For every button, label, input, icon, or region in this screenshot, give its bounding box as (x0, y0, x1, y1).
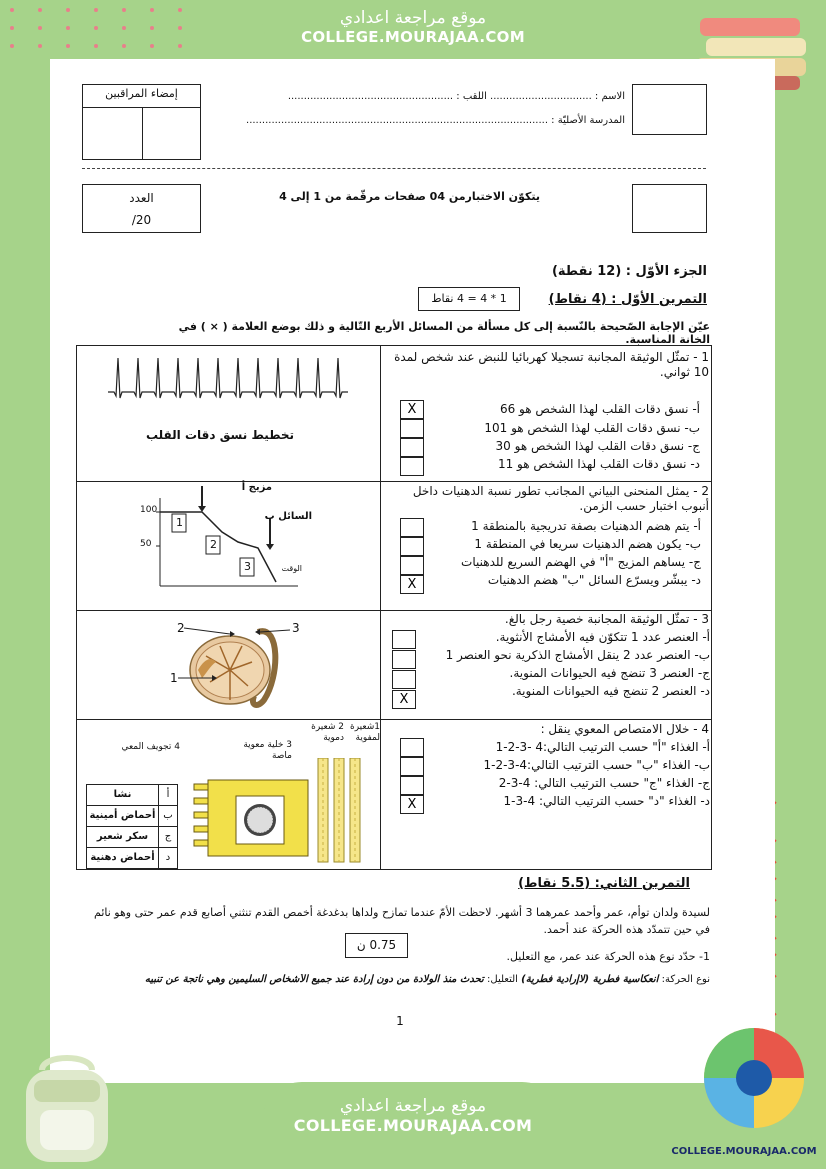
food-row (86, 784, 178, 806)
q1-option-d: د- نسق دقات القلب لهذا الشخص هو 11 (497, 457, 700, 471)
ex1-points: 1 * 4 = 4 نقاط (431, 292, 507, 305)
ex2-answer[interactable] (110, 974, 710, 985)
food-name: سكر شعير (87, 827, 159, 847)
food-row (86, 848, 178, 869)
q4-checkbox-c[interactable] (400, 776, 424, 795)
site-logo-icon (692, 1022, 818, 1142)
q2-label-b: السائل ب (264, 511, 312, 522)
ex1-instruction: عيّن الإجابة الصّحيحة بالنّسبة إلى كل مسألة من المسائل الأربع التّالية و ذلك بوضع العلامة ( × ) في الخانة المناسبة. (178, 320, 710, 346)
logo-caption[interactable]: COLLEGE.MOURAJAA.COM (671, 1146, 817, 1157)
q3-checkbox-d[interactable]: X (392, 690, 416, 709)
code-box[interactable] (632, 184, 707, 233)
q1-checkbox-d[interactable] (400, 457, 424, 476)
food-name: نشا (87, 785, 159, 805)
ex2-title: التمرين الثاني: (5.5 نقاط) (518, 876, 690, 891)
q2-zone-2: 2 (210, 538, 217, 551)
q2-option-d: د- يبشّر ويسرّع السائل "ب" هضم الدهنيات (487, 573, 701, 587)
q2-checkbox-c[interactable] (400, 556, 424, 575)
grade-box (82, 184, 201, 233)
name-line[interactable]: الاسم : ................................ اللقب : .................................................... (287, 91, 625, 102)
q1-option-a: أ- نسق دقات القلب لهذا الشخص هو 66 (499, 402, 700, 416)
q4-checkbox-a[interactable] (400, 738, 424, 757)
cut-line (82, 168, 706, 169)
answer-justify-label: التعليل: (487, 974, 518, 985)
grade-label: العدد (129, 191, 154, 205)
q2-label-a: مزيج أ (241, 482, 272, 493)
q1-stem: 1 - تمثّل الوثيقة المجانبة تسجيلا كهربائيا للنبض عند شخص لمدة 10 ثواني. (394, 350, 709, 379)
supervisors-box (82, 84, 201, 160)
school-line[interactable]: المدرسة الأصليّة : ............................................................................................... (246, 115, 625, 126)
pages-note: يتكوّن الاختبارمن 04 صفحات مرقّمة من 1 إلى 4 (279, 190, 540, 203)
q2-checkbox-a[interactable] (400, 518, 424, 537)
site-name-ar: موقع مراجعة اعدادي (339, 1096, 487, 1116)
q4-option-b: ب- الغذاء "ب" حسب الترتيب التالي:4-3-2-1 (483, 758, 710, 772)
q4-checkbox-b[interactable] (400, 757, 424, 776)
q1-option-b: ب- نسق دقات القلب لهذا الشخص هو 101 (484, 421, 700, 435)
answer-prefix: نوع الحركة: (661, 974, 710, 985)
q3-checkbox-a[interactable] (392, 630, 416, 649)
top-brand[interactable] (301, 8, 525, 46)
q1-checkbox-b[interactable] (400, 419, 424, 438)
ex2-points: 0.75 ن (356, 938, 397, 952)
ex2-text: لسيدة ولدان توأم، عمر وأحمد عمرهما 3 أشهر. لاحظت الأمّ عندما تمازح ولداها بدغدغة أخمص القدم تنثني أصابع قدم عمر حتى وهو نائم في حين تتمدّد هذه الحركة عند أحمد. (94, 906, 710, 936)
site-url[interactable]: COLLEGE.MOURAJAA.COM (293, 1116, 533, 1135)
grade-value: /20 (131, 213, 152, 227)
q1-checkbox-c[interactable] (400, 438, 424, 457)
food-table (86, 784, 178, 869)
q3-checkbox-c[interactable] (392, 670, 416, 689)
q2-zone-3: 3 (244, 560, 251, 573)
food-name: أحماض دهنية (87, 848, 159, 868)
page-number: 1 (396, 1014, 404, 1028)
food-letter: ب (163, 810, 173, 821)
bottom-brand[interactable] (294, 1096, 532, 1135)
q2-xlabel: الوقت (281, 564, 302, 573)
q4-option-a: أ- الغذاء "أ" حسب الترتيب التالي:4 -3-2-1 (495, 740, 710, 754)
ex1-points-box (418, 287, 520, 311)
q4-label-blood: 2 شعيرة دموية (311, 722, 344, 743)
site-url[interactable]: COLLEGE.MOURAJAA.COM (301, 28, 525, 46)
q3-option-d: د- العنصر 2 تنضج فيه الحيوانات المنوية. (511, 684, 710, 698)
q3-label-1: 1 (170, 671, 178, 685)
food-row (86, 827, 178, 848)
q2-zone-1: 1 (176, 516, 183, 529)
ex2-q1: 1- حدّد نوع هذه الحركة عند عمر، مع التعليل. (506, 950, 710, 963)
food-letter: أ (166, 789, 170, 800)
q2-checkbox-b[interactable] (400, 537, 424, 556)
q2-y100: 100 (140, 505, 158, 515)
q1-checkbox-a[interactable]: X (400, 400, 424, 419)
ex1-title: التمرين الأوّل : (4 نقاط) (548, 292, 707, 307)
q4-label-cell: 3 خلية معوية ماصة (243, 740, 292, 761)
q3-label-2: 2 (177, 621, 185, 635)
q2-checkbox-d[interactable]: X (400, 575, 424, 594)
q2-stem: 2 - يمثل المنحنى البياني المجانب تطور نسبة الدهنيات داخل أنبوب اختبار حسب الزمن. (412, 484, 709, 513)
answer-justify: تحدث منذ الولادة من دون إرادة عند جميع الأشخاص السليمين وهي ناتجة عن تنبيه (144, 974, 484, 985)
q4-checkbox-d[interactable]: X (400, 795, 424, 814)
q4-label-lymph: 1شعيرة لمفوية (349, 722, 380, 743)
q2-option-a: أ- يتم هضم الدهنيات بصفة تدريجية بالمنطقة 1 (471, 519, 701, 533)
q4-label-lumen: 4 تجويف المعي (121, 742, 180, 752)
q1-figure-caption: تخطيط نسق دقات القلب (145, 428, 295, 442)
ecg-trace (108, 352, 348, 412)
food-name: أحماض أمينية (87, 806, 159, 826)
q1-option-c: ج- نسق دقات القلب لهذا الشخص هو 30 (495, 439, 700, 453)
answer-type: انعكاسية فطرية (لاإرادية فطرية) (521, 974, 659, 985)
food-letter: د (165, 852, 171, 863)
q2-option-c: ج- يساهم المزيج "أ" في الهضم السريع للدهنيات (461, 555, 701, 569)
backpack-icon (12, 1050, 122, 1165)
part1-title: الجزء الأوّل : (12 نقطة) (551, 264, 707, 279)
site-name-ar: موقع مراجعة اعدادي (339, 8, 487, 28)
ex2-points-box (345, 933, 408, 958)
supervisors-label: إمضاء المراقبين (105, 87, 178, 100)
q4-option-c: ج- الغذاء "ج" حسب الترتيب التالي: 4-3-2 (498, 776, 710, 790)
candidate-number-box[interactable] (632, 84, 707, 135)
q3-option-b: ب- العنصر عدد 2 ينقل الأمشاج الذكرية نحو العنصر 1 (445, 648, 710, 662)
intestine-figure (190, 758, 370, 864)
q4-stem: 4 - خلال الامتصاص المعوي ينقل : (540, 722, 709, 736)
q3-stem: 3 - تمثّل الوثيقة المجانبة خصية رجل بالغ. (504, 612, 709, 626)
q3-option-a: أ- العنصر عدد 1 تتكوّن فيه الأمشاج الأنثوية. (495, 630, 710, 644)
food-letter: ج (164, 831, 172, 842)
food-row (86, 806, 178, 827)
q3-label-3: 3 (292, 621, 300, 635)
q2-option-b: ب- يكون هضم الدهنيات سريعا في المنطقة 1 (474, 537, 701, 551)
q2-y50: 50 (140, 539, 152, 549)
q3-option-c: ج- العنصر 3 تنضج فيه الحيوانات المنوية. (509, 666, 710, 680)
q4-option-d: د- الغذاء "د" حسب الترتيب التالي: 4-3-1 (503, 794, 710, 808)
q3-checkbox-b[interactable] (392, 650, 416, 669)
